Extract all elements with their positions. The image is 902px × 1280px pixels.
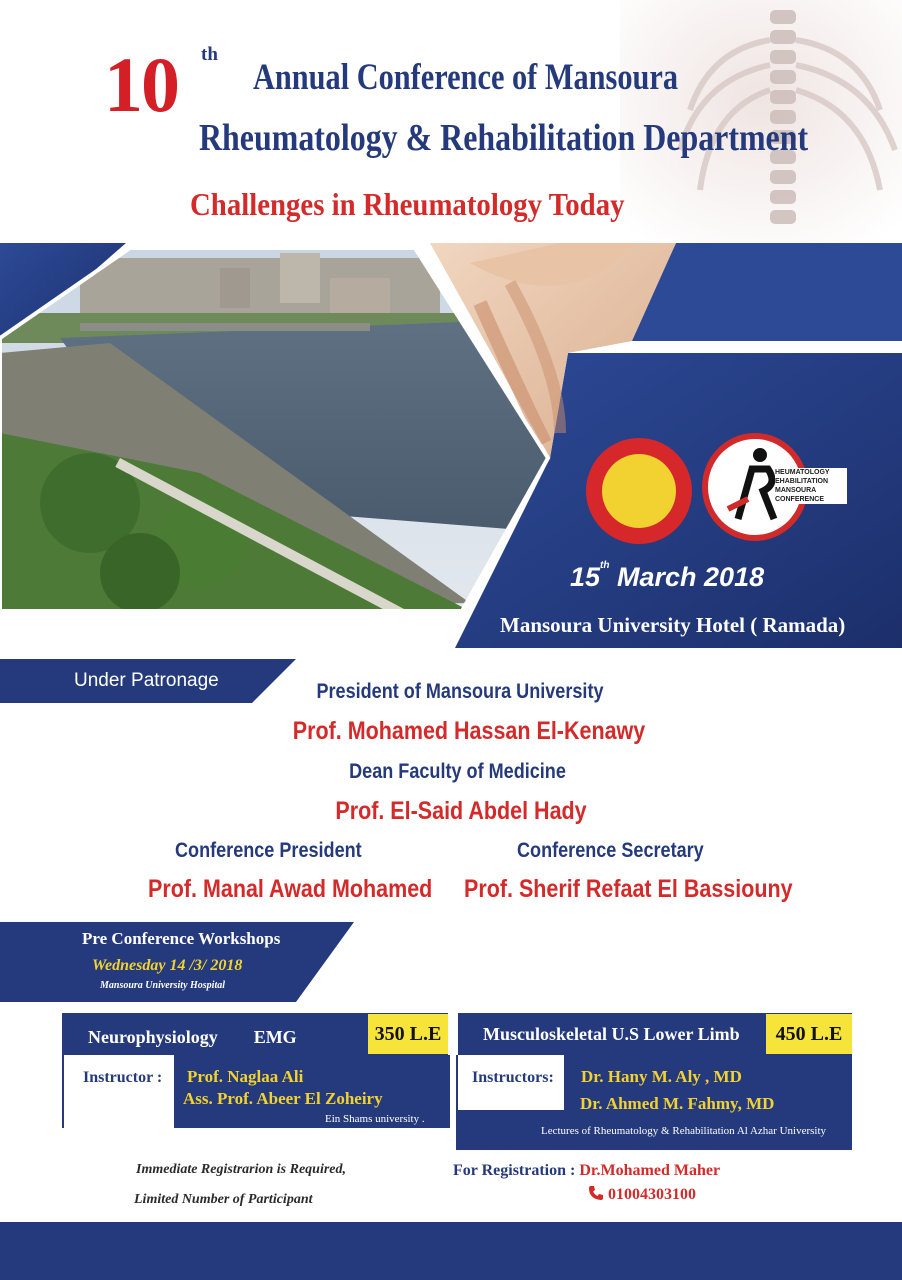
workshop-2-affiliation: Lectures of Rheumatology & Rehabilitation Al Azhar University <box>541 1125 827 1137</box>
workshop-1-instructor-1: Prof. Naglaa Ali <box>187 1067 304 1086</box>
workshop-1-affiliation: Ein Shams university . <box>325 1113 425 1125</box>
president-role: President of Mansoura University <box>316 680 604 703</box>
logo-caption-line-2: EHABILITATION <box>775 478 829 485</box>
date-month-year: March 2018 <box>617 562 765 592</box>
dean-name: Prof. El-Said Abdel Hady <box>335 797 587 825</box>
workshop-2-instructor-1: Dr. Hany M. Aly , MD <box>581 1067 742 1086</box>
workshop-2-price: 450 L.E <box>766 1014 852 1054</box>
workshop-2-title: Musculoskeletal U.S Lower Limb <box>483 1024 740 1044</box>
registration-contact <box>453 1162 720 1180</box>
title-line-2: Rheumatology & Rehabilitation Department <box>199 117 809 159</box>
registration-phone: 01004303100 <box>608 1186 696 1203</box>
logo-caption-line-3: MANSOURA CONFERENCE <box>775 487 825 503</box>
edition-suffix: th <box>201 44 218 65</box>
workshop-1-price: 350 L.E <box>368 1014 448 1054</box>
conference-secretary-name: Prof. Sherif Refaat El Bassiouny <box>464 875 793 903</box>
pre-conference-title: Pre Conference Workshops <box>82 929 281 948</box>
pre-conference-venue: Mansoura University Hospital <box>100 980 226 991</box>
faculty-logo-emblem <box>602 454 676 528</box>
workshop-1-title: Neurophysiology EMG <box>88 1027 297 1047</box>
patronage-label: Under Patronage <box>74 670 219 691</box>
dean-role: Dean Faculty of Medicine <box>349 760 566 783</box>
registration-note-2: Limited Number of Participant <box>134 1192 313 1207</box>
conference-theme: Challenges in Rheumatology Today <box>190 186 625 222</box>
workshop-1-instructor-label: Instructor : <box>83 1069 163 1086</box>
registration-note-1: Immediate Registrarion is Required, <box>136 1162 347 1177</box>
conference-president-name: Prof. Manal Awad Mohamed <box>148 875 433 903</box>
conference-president-role: Conference President <box>175 839 362 862</box>
registration-label: For Registration : <box>453 1162 576 1179</box>
footer-bar <box>0 1222 902 1280</box>
conference-secretary-role: Conference Secretary <box>517 839 704 862</box>
conference-logo-caption <box>775 468 847 504</box>
workshop-2-instructor-2: Dr. Ahmed M. Fahmy, MD <box>580 1094 775 1113</box>
title-line-1: Annual Conference of Mansoura <box>253 57 679 98</box>
date-day: 15 <box>570 562 601 592</box>
logo-caption-line-1: HEUMATOLOGY <box>775 469 830 476</box>
phone-icon <box>588 1185 604 1201</box>
date-day-suffix: th <box>600 560 610 571</box>
pre-conference-date: Wednesday 14 /3/ 2018 <box>92 957 243 974</box>
venue: Mansoura University Hotel ( Ramada) <box>500 613 846 637</box>
workshop-1-instructor-2: Ass. Prof. Abeer El Zoheiry <box>183 1089 383 1108</box>
workshop-2-instructor-label: Instructors: <box>472 1069 554 1086</box>
registration-contact-name: Dr.Mohamed Maher <box>579 1162 721 1179</box>
president-name: Prof. Mohamed Hassan El-Kenawy <box>292 717 646 745</box>
edition-number: 10 <box>104 41 178 128</box>
workshop-1-instructor-panel <box>62 1055 176 1128</box>
conference-date <box>570 562 764 593</box>
